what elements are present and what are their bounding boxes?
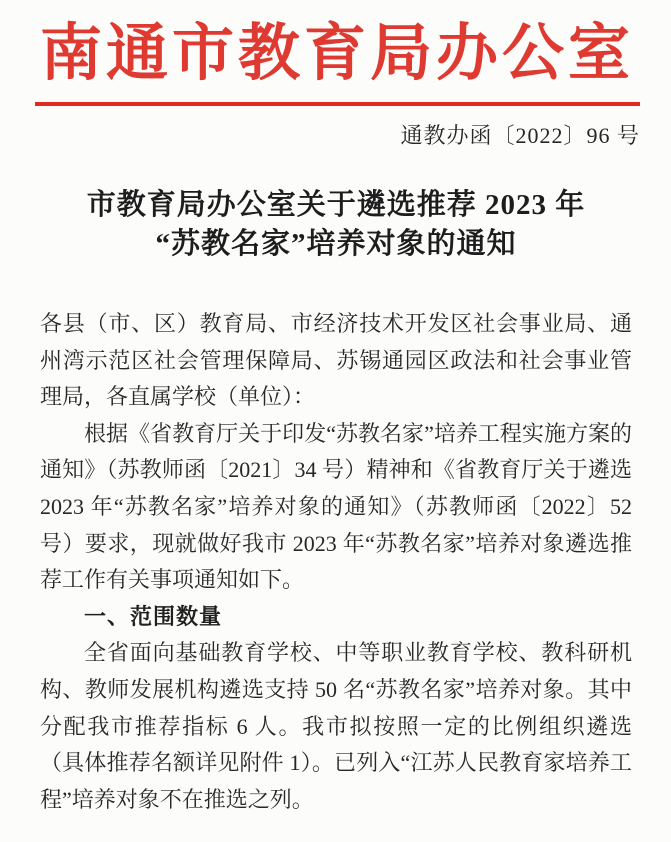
- red-divider-line: [35, 102, 640, 106]
- notice-title-line1: 市教育局办公室关于遴选推荐 2023 年: [86, 189, 586, 221]
- notice-body: [40, 306, 632, 818]
- notice-title: [40, 186, 632, 264]
- section-1-heading: 一、范围数量: [84, 603, 223, 629]
- section-1-paragraph: 全省面向基础教育学校、中等职业教育学校、教科研机构、教师发展机构遴选支持 50 名“苏教名家”培养对象。其中分配我市推荐指标 6 人。我市拟按照一定的比例组织遴选（具体推荐名额详见附件 1）。已列入“江苏人民教育家培养工程”培养对象不在推选之列。: [40, 640, 632, 812]
- letterhead-org-name: 南通市教育局办公室: [40, 20, 635, 88]
- intro-paragraph: 根据《省教育厅关于印发“苏教名家”培养工程实施方案的通知》（苏教师函〔2021〕34 号）精神和《省教育厅关于遴选 2023 年“苏教名家”培养对象的通知》（苏教师函〔2022〕52 号）要求，现就做好我市 2023 年“苏教名家”培养对象遴选推荐工作有关事项通知如下。: [40, 420, 632, 593]
- addressee-paragraph: 各县（市、区）教育局、市经济技术开发区社会事业局、通州湾示范区社会管理保障局、苏锡通园区政法和社会事业管理局，各直属学校（单位）：: [40, 311, 632, 410]
- document-reference-number: 通教办函〔2022〕96 号: [400, 123, 640, 148]
- notice-title-line2: “苏教名家”培养对象的通知: [155, 228, 517, 260]
